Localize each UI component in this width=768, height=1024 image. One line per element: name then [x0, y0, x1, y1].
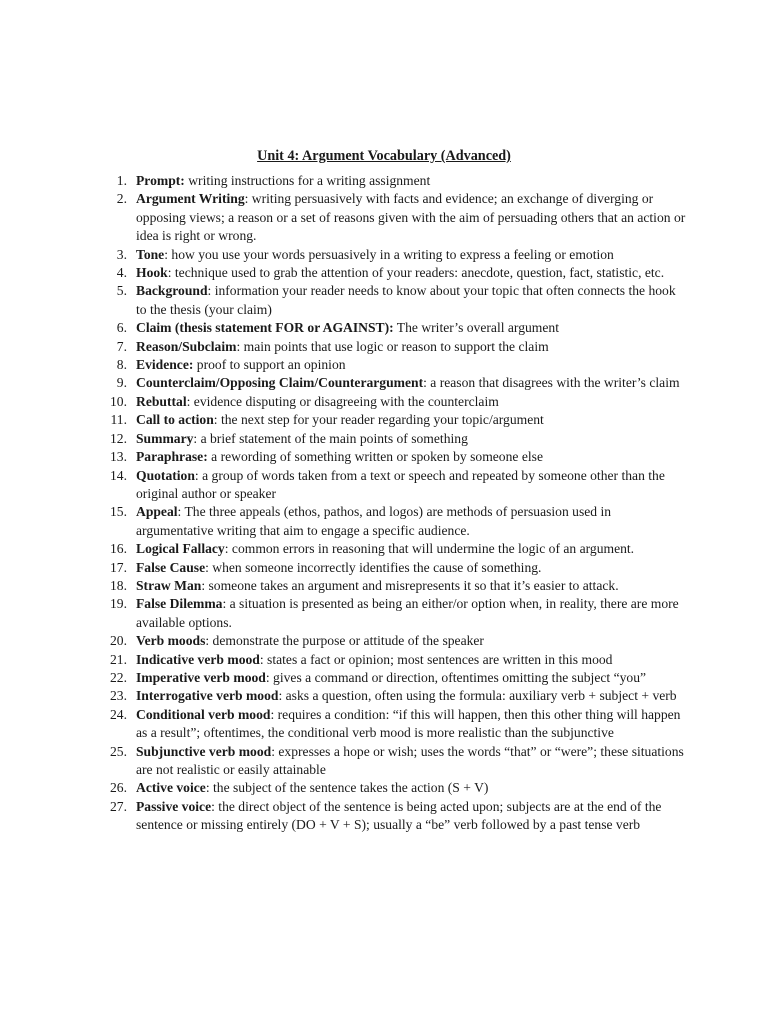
- item-number: 21.: [110, 651, 127, 667]
- vocab-definition: : requires a condition: “if this will happen, then this other thing will happen as a result”; oftentimes, the conditional verb mood is more realistic than the subjunctive: [136, 706, 681, 741]
- item-number: 27.: [110, 798, 127, 814]
- vocab-definition: : when someone incorrectly identifies the cause of something.: [205, 559, 542, 575]
- vocab-item: [101, 503, 687, 540]
- vocab-term: Claim (thesis statement FOR or AGAINST):: [136, 320, 394, 336]
- vocab-term: Passive voice: [136, 798, 212, 814]
- vocab-term: Call to action: [136, 412, 214, 428]
- item-number: 6.: [116, 320, 127, 336]
- vocab-term: Verb moods: [136, 633, 206, 649]
- vocab-item: [101, 264, 687, 282]
- vocab-item: [101, 411, 687, 429]
- vocab-term: Hook: [136, 265, 168, 281]
- item-number: 10.: [110, 393, 127, 409]
- vocab-definition: : the direct object of the sentence is being acted upon; subjects are at the end of the sentence or missing entirely (DO + V + S); usually a “be” verb followed by a past tense verb: [136, 798, 662, 833]
- vocab-definition: : main points that use logic or reason to support the claim: [236, 338, 549, 354]
- vocab-term: Indicative verb mood: [136, 651, 260, 667]
- vocab-item: [101, 669, 687, 687]
- vocab-term: Imperative verb mood: [136, 669, 266, 685]
- vocab-term: Interrogative verb mood: [136, 688, 279, 704]
- document-title: Unit 4: Argument Vocabulary (Advanced): [257, 148, 511, 164]
- vocab-definition: The writer’s overall argument: [393, 320, 559, 336]
- item-number: 11.: [110, 412, 127, 428]
- vocab-term: Logical Fallacy: [136, 541, 225, 557]
- item-number: 4.: [116, 265, 127, 281]
- vocab-item: [101, 595, 687, 632]
- vocab-definition: : gives a command or direction, oftentimes omitting the subject “you”: [265, 669, 647, 685]
- vocab-term: Evidence:: [136, 357, 194, 373]
- vocab-item: [101, 779, 687, 797]
- vocab-item: [101, 393, 687, 411]
- vocab-definition: : evidence disputing or disagreeing with the counterclaim: [186, 393, 499, 409]
- vocab-definition: : the next step for your reader regarding your topic/argument: [213, 412, 544, 428]
- item-number: 18.: [110, 577, 127, 593]
- vocab-item: [101, 651, 687, 669]
- vocab-item: [101, 706, 687, 743]
- vocab-definition: : technique used to grab the attention of your readers: anecdote, question, fact, statistic, etc.: [167, 265, 665, 281]
- vocab-item: [101, 374, 687, 392]
- item-number: 7.: [116, 338, 127, 354]
- vocab-definition: : a situation is presented as being an either/or option when, in reality, there are more available options.: [136, 596, 679, 630]
- vocab-item: [101, 743, 687, 780]
- vocab-item: [101, 356, 687, 374]
- item-number: 8.: [116, 357, 127, 373]
- vocab-definition: : how you use your words persuasively in a writing to express a feeling or emotion: [164, 246, 614, 262]
- vocab-definition: : states a fact or opinion; most sentences are written in this mood: [259, 651, 613, 667]
- vocab-term: Rebuttal: [136, 393, 187, 409]
- vocab-definition: a rewording of something written or spoken by someone else: [207, 449, 543, 465]
- vocab-item: [101, 632, 687, 650]
- vocab-definition: : The three appeals (ethos, pathos, and logos) are methods of persuasion used in argumentative writing that aim to engage a specific audience.: [136, 504, 612, 538]
- vocab-item: [101, 448, 687, 466]
- vocab-definition: : information your reader needs to know about your topic that often connects the hook to the thesis (your claim): [136, 283, 676, 317]
- item-number: 22.: [110, 669, 127, 685]
- vocab-term: Quotation: [136, 467, 195, 483]
- item-number: 19.: [110, 596, 127, 612]
- item-number: 23.: [110, 688, 127, 704]
- vocab-item: [101, 319, 687, 337]
- vocab-term: False Cause: [136, 559, 206, 575]
- vocab-term: Reason/Subclaim: [136, 338, 237, 354]
- item-number: 1.: [116, 173, 127, 188]
- vocab-item: [101, 172, 687, 190]
- vocab-term: Prompt:: [136, 173, 185, 188]
- vocab-item: [101, 282, 687, 319]
- vocab-term: Appeal: [136, 504, 178, 520]
- item-number: 26.: [110, 780, 127, 796]
- item-number: 16.: [110, 541, 127, 557]
- item-number: 2.: [116, 191, 127, 207]
- vocab-definition: : a brief statement of the main points of something: [193, 430, 468, 446]
- vocab-item: [101, 246, 687, 264]
- item-number: 17.: [110, 559, 127, 575]
- vocab-term: Paraphrase:: [136, 449, 208, 465]
- vocab-definition: : writing persuasively with facts and evidence; an exchange of diverging or opposing views; a reason or a set of reasons given with the aim of persuading others that an action or idea is right or wrong.: [136, 191, 686, 244]
- vocab-definition: : a reason that disagrees with the writer’s claim: [423, 375, 680, 391]
- vocab-item: [101, 559, 687, 577]
- vocab-definition: : someone takes an argument and misrepresents it so that it’s easier to attack.: [201, 577, 619, 593]
- vocab-definition: : the subject of the sentence takes the action (S + V): [205, 780, 489, 796]
- vocab-item: [101, 338, 687, 356]
- item-number: 3.: [116, 246, 127, 262]
- item-number: 9.: [116, 375, 127, 391]
- vocab-term: Summary: [136, 430, 194, 446]
- vocab-definition: : expresses a hope or wish; uses the words “that” or “were”; these situations are not realistic or easily attainable: [136, 743, 684, 777]
- vocab-term: Subjunctive verb mood: [136, 743, 272, 759]
- item-number: 5.: [116, 283, 127, 299]
- vocab-item: [101, 798, 687, 835]
- vocab-definition: : asks a question, often using the formula: auxiliary verb + subject + verb: [278, 688, 677, 704]
- vocab-item: [101, 687, 687, 705]
- vocab-definition: : common errors in reasoning that will undermine the logic of an argument.: [224, 541, 635, 557]
- vocab-item: [101, 190, 687, 245]
- vocab-item: [101, 467, 687, 504]
- vocab-definition: : a group of words taken from a text or speech and repeated by someone other than the original author or speaker: [136, 467, 665, 501]
- vocab-definition: : demonstrate the purpose or attitude of the speaker: [205, 633, 484, 649]
- vocab-term: Active voice: [136, 780, 206, 796]
- vocab-term: Tone: [136, 246, 165, 262]
- item-number: 12.: [110, 430, 127, 446]
- vocab-definition: writing instructions for a writing assignment: [184, 173, 431, 188]
- vocab-term: Background: [136, 283, 208, 299]
- vocab-item: [101, 430, 687, 448]
- vocab-term: Counterclaim/Opposing Claim/Counterargument: [136, 375, 424, 391]
- vocab-term: False Dilemma: [136, 596, 223, 612]
- item-number: 14.: [110, 467, 127, 483]
- item-number: 20.: [110, 633, 127, 649]
- vocab-term: Argument Writing: [136, 191, 245, 207]
- vocabulary-list: [101, 172, 687, 835]
- vocab-item: [101, 540, 687, 558]
- item-number: 13.: [110, 449, 127, 465]
- vocab-definition: proof to support an opinion: [193, 357, 346, 373]
- vocab-term: Conditional verb mood: [136, 706, 271, 722]
- vocab-term: Straw Man: [136, 577, 202, 593]
- vocab-item: [101, 577, 687, 595]
- item-number: 25.: [110, 743, 127, 759]
- item-number: 24.: [110, 706, 127, 722]
- item-number: 15.: [110, 504, 127, 520]
